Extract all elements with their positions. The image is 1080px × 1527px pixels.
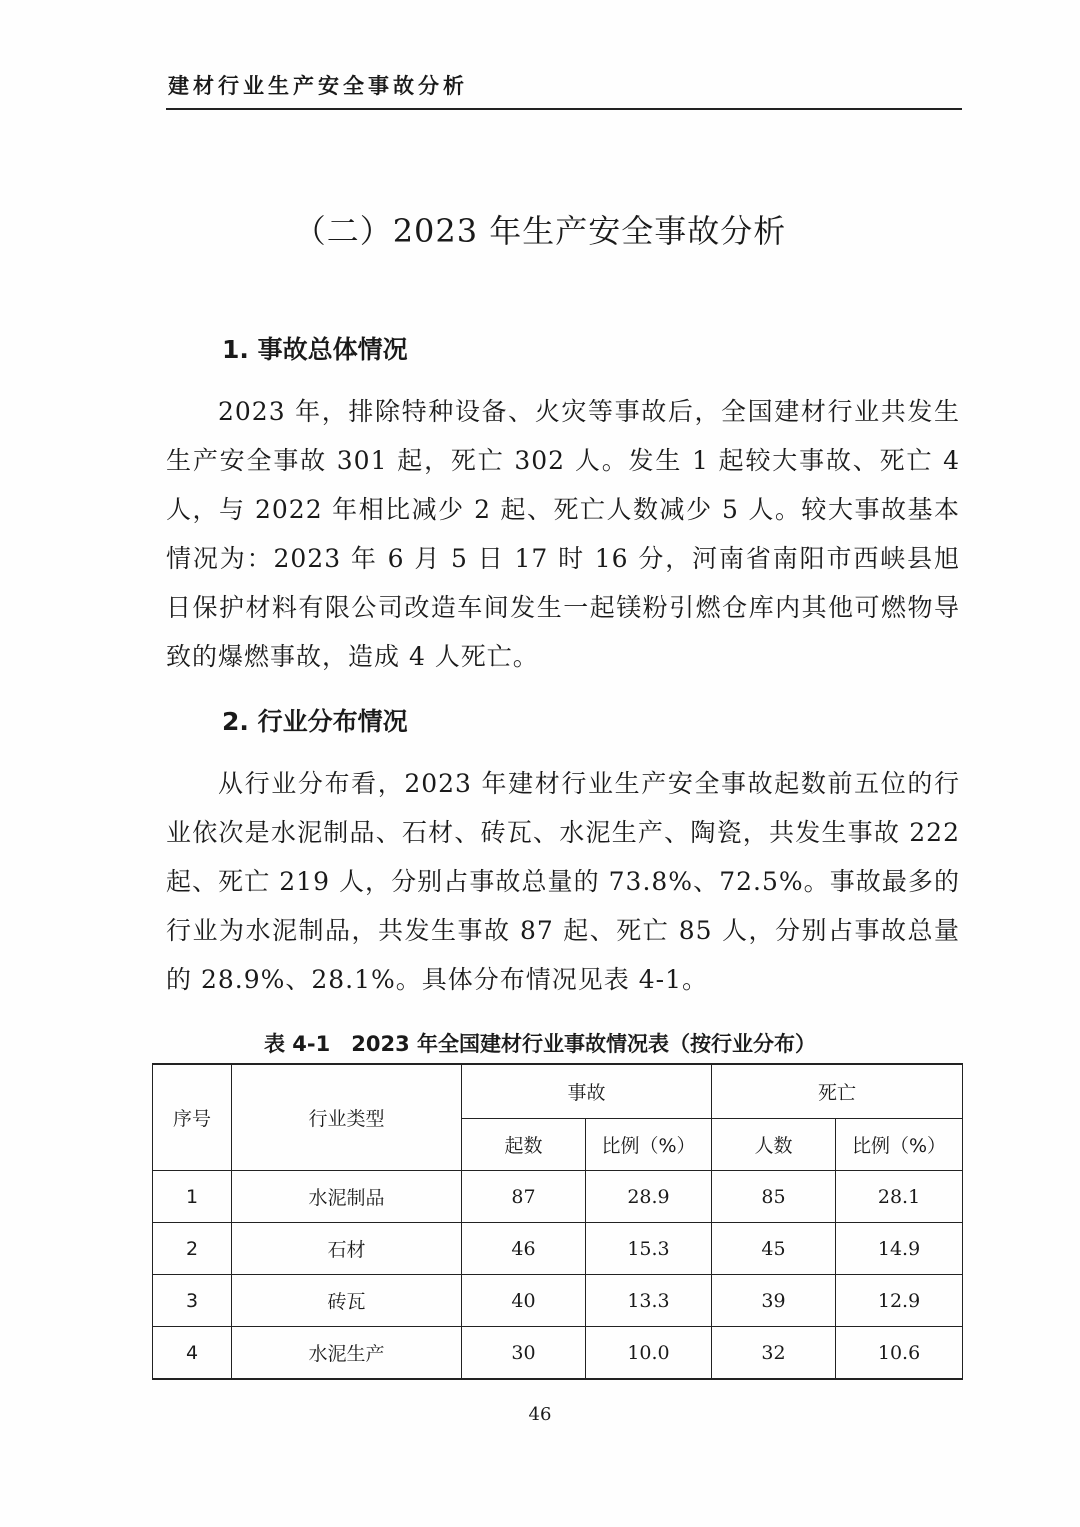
header-death-ratio: 比例（%） bbox=[836, 1119, 963, 1171]
cell-death-ratio: 28.1 bbox=[836, 1171, 963, 1223]
cell-death-ratio: 10.6 bbox=[836, 1327, 963, 1380]
cell-index: 3 bbox=[153, 1275, 232, 1327]
cell-death-ratio: 12.9 bbox=[836, 1275, 963, 1327]
cell-death-count: 85 bbox=[712, 1171, 836, 1223]
table-row bbox=[153, 1327, 963, 1380]
cell-index: 2 bbox=[153, 1223, 232, 1275]
page-number: 46 bbox=[528, 1404, 552, 1425]
header-industry-type: 行业类型 bbox=[232, 1064, 462, 1171]
section-title: （二）2023 年生产安全事故分析 bbox=[293, 212, 787, 250]
cell-industry-type: 石材 bbox=[232, 1223, 462, 1275]
header-divider bbox=[166, 108, 962, 110]
header-index: 序号 bbox=[153, 1064, 232, 1171]
header-accidents: 事故 bbox=[462, 1064, 712, 1119]
cell-accident-count: 40 bbox=[462, 1275, 586, 1327]
cell-accident-ratio: 10.0 bbox=[586, 1327, 712, 1380]
cell-accident-count: 87 bbox=[462, 1171, 586, 1223]
heading-overall-situation: 1. 事故总体情况 bbox=[222, 335, 408, 364]
header-deaths: 死亡 bbox=[712, 1064, 963, 1119]
cell-death-count: 45 bbox=[712, 1223, 836, 1275]
paragraph-overall-situation: 2023 年，排除特种设备、火灾等事故后，全国建材行业共发生生产安全事故 301 起，死亡 302 人。发生 1 起较大事故、死亡 4 人，与 2022 年相比减少 2 起、死亡人数减少 5 人。较大事故基本情况为：2023 年 6 月 5 日 17 时 16 分，河南省南阳市西峡县旭日保护材料有限公司改造车间发生一起镁粉引燃仓库内其他可燃物导致的爆燃事故，造成 4 人死亡。 bbox=[166, 397, 960, 671]
cell-accident-ratio: 15.3 bbox=[586, 1223, 712, 1275]
cell-accident-ratio: 13.3 bbox=[586, 1275, 712, 1327]
table-header-row bbox=[153, 1064, 963, 1119]
table-caption: 表 4-1 2023 年全国建材行业事故情况表（按行业分布） bbox=[263, 1032, 816, 1056]
header-accident-count: 起数 bbox=[462, 1119, 586, 1171]
cell-index: 4 bbox=[153, 1327, 232, 1380]
paragraph-industry-distribution: 从行业分布看，2023 年建材行业生产安全事故起数前五位的行业依次是水泥制品、石材、砖瓦、水泥生产、陶瓷，共发生事故 222 起、死亡 219 人，分别占事故总量的 73.8%、72.5%。事故最多的行业为水泥制品，共发生事故 87 起、死亡 85 人，分别占事故总量的 28.9%、28.1%。具体分布情况见表 4-1。 bbox=[166, 769, 960, 994]
cell-industry-type: 砖瓦 bbox=[232, 1275, 462, 1327]
running-header: 建材行业生产安全事故分析 bbox=[168, 74, 468, 98]
heading-industry-distribution: 2. 行业分布情况 bbox=[222, 707, 408, 736]
header-accident-ratio: 比例（%） bbox=[586, 1119, 712, 1171]
cell-industry-type: 水泥生产 bbox=[232, 1327, 462, 1380]
header-death-count: 人数 bbox=[712, 1119, 836, 1171]
accident-table bbox=[152, 1063, 963, 1380]
cell-industry-type: 水泥制品 bbox=[232, 1171, 462, 1223]
table-row bbox=[153, 1171, 963, 1223]
cell-death-count: 32 bbox=[712, 1327, 836, 1380]
cell-death-count: 39 bbox=[712, 1275, 836, 1327]
cell-death-ratio: 14.9 bbox=[836, 1223, 963, 1275]
table-row bbox=[153, 1275, 963, 1327]
cell-accident-count: 46 bbox=[462, 1223, 586, 1275]
table-row bbox=[153, 1223, 963, 1275]
cell-index: 1 bbox=[153, 1171, 232, 1223]
cell-accident-count: 30 bbox=[462, 1327, 586, 1380]
cell-accident-ratio: 28.9 bbox=[586, 1171, 712, 1223]
